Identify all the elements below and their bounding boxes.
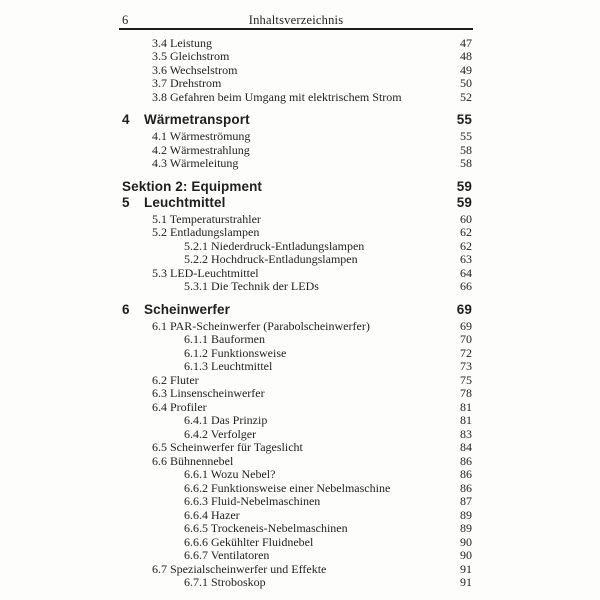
- toc-entry: [119, 374, 473, 388]
- toc-entry-label: 6.2 Fluter: [152, 372, 199, 387]
- toc-entry: [119, 91, 473, 105]
- toc-page-number: 86: [460, 453, 472, 468]
- toc-chapter-heading: [119, 195, 473, 211]
- toc-entry-label: 6.6.5 Trockeneis-Nebelmaschinen: [184, 521, 348, 535]
- toc-page-number: 84: [460, 440, 472, 454]
- toc-page-number: 60: [460, 211, 472, 226]
- toc-entry: [119, 64, 473, 78]
- toc-chapter-label: [122, 195, 225, 211]
- toc-chapter-label: [122, 302, 230, 318]
- toc-entry-label: 5.2 Entladungslampen: [152, 225, 260, 239]
- toc-entry: [119, 253, 473, 267]
- toc-entry-label: 4.1 Wärmeströmung: [152, 129, 251, 143]
- toc-chapter-heading: [119, 112, 473, 128]
- toc-page-number: 72: [460, 345, 472, 360]
- toc-chapter-title: Leuchtmittel: [144, 194, 226, 210]
- running-header: [119, 0, 473, 29]
- toc-entry: [119, 414, 473, 428]
- toc-entry: [119, 226, 473, 240]
- toc-list: [119, 37, 473, 590]
- toc-page-number: 81: [460, 413, 472, 427]
- toc-page-number: 89: [460, 507, 472, 522]
- toc-entry-label: 5.3 LED-Leuchtmittel: [152, 265, 259, 280]
- toc-entry-label: 5.2.1 Niederdruck-Entladungslampen: [184, 238, 365, 253]
- toc-entry: [119, 482, 473, 496]
- toc-entry: [119, 576, 473, 590]
- toc-entry: [119, 401, 473, 415]
- page-number: 6: [122, 13, 129, 27]
- toc-entry-label: 6.5 Scheinwerfer für Tageslicht: [152, 440, 303, 454]
- toc-entry: [119, 213, 473, 227]
- toc-entry-label: 5.1 Temperaturstrahler: [152, 211, 261, 226]
- toc-entry-label: 6.6.4 Hazer: [184, 507, 240, 522]
- running-title: Inhaltsverzeichnis: [248, 13, 344, 27]
- toc-entry: [119, 495, 473, 509]
- toc-page-number: 86: [460, 480, 472, 495]
- toc-entry: [119, 387, 473, 401]
- toc-chapter-number: 4: [122, 112, 130, 127]
- toc-page-number: 91: [460, 561, 472, 576]
- toc-page-number: 50: [460, 76, 472, 90]
- toc-chapter-title: Scheinwerfer: [144, 301, 230, 317]
- toc-entry-label: 6.4.2 Verfolger: [184, 426, 257, 441]
- toc-entry-label: 6.3 Linsenscheinwerfer: [152, 386, 265, 400]
- toc-page-number: 78: [460, 386, 472, 400]
- toc-page-number: 52: [460, 89, 472, 104]
- toc-entry-label: 6.6.6 Gekühlter Fluidnebel: [184, 534, 314, 549]
- toc-entry-label: 6.6.3 Fluid-Nebelmaschinen: [184, 494, 321, 508]
- toc-page-number: 69: [460, 318, 472, 333]
- toc-chapter-title: Wärmetransport: [144, 112, 250, 127]
- toc-entry: [119, 468, 473, 482]
- toc-part-heading: [119, 179, 473, 195]
- toc-entry: [119, 77, 473, 91]
- toc-entry: [119, 563, 473, 577]
- toc-page-number: 90: [460, 534, 472, 549]
- toc-entry-label: 6.4.1 Das Prinzip: [184, 413, 268, 427]
- header-rule: [119, 28, 473, 30]
- toc-page-number: 89: [460, 521, 472, 535]
- toc-page-number: 86: [460, 467, 472, 481]
- toc-page-number: 63: [460, 252, 472, 266]
- toc-page-number: 66: [460, 279, 472, 293]
- toc-entry-label: 6.1.1 Bauformen: [184, 332, 265, 346]
- toc-page-number: 58: [460, 156, 472, 170]
- toc-entry-label: 3.4 Leistung: [152, 35, 212, 50]
- toc-entry: [119, 333, 473, 347]
- toc-entry: [119, 320, 473, 334]
- toc-entry: [119, 280, 473, 294]
- toc-page-number: 91: [460, 575, 472, 589]
- toc-entry: [119, 347, 473, 361]
- toc-page-number: 58: [460, 142, 472, 157]
- toc-chapter-heading: [119, 302, 473, 318]
- toc-page-number: 59: [456, 178, 472, 194]
- toc-entry: [119, 240, 473, 254]
- toc-entry: [119, 157, 473, 171]
- toc-entry-label: 3.5 Gleichstrom: [152, 49, 230, 63]
- toc-page-number: 87: [460, 494, 472, 508]
- toc-entry-label: 6.1 PAR-Scheinwerfer (Parabolscheinwerfer): [152, 318, 370, 333]
- toc-entry: [119, 509, 473, 523]
- toc-page-number: 90: [460, 548, 472, 562]
- toc-entry-label: 5.3.1 Die Technik der LEDs: [184, 279, 319, 293]
- toc-part-title: Sektion 2: Equipment: [122, 178, 263, 194]
- toc-entry-label: 6.1.2 Funktionsweise: [184, 345, 287, 360]
- toc-entry: [119, 37, 473, 51]
- toc-entry-label: 4.2 Wärmestrahlung: [152, 142, 250, 157]
- toc-entry-label: 6.6.7 Ventilatoren: [184, 548, 270, 562]
- toc-entry: [119, 455, 473, 469]
- toc-entry-label: 6.6.1 Wozu Nebel?: [184, 467, 276, 481]
- toc-entry-label: 4.3 Wärmeleitung: [152, 156, 239, 170]
- toc-entry: [119, 536, 473, 550]
- toc-page-number: 70: [460, 332, 472, 346]
- toc-page-number: 62: [460, 238, 472, 253]
- toc-page-number: 55: [456, 112, 472, 127]
- toc-entry: [119, 360, 473, 374]
- toc-entry: [119, 50, 473, 64]
- toc-entry-label: 3.7 Drehstrom: [152, 76, 222, 90]
- toc-entry-label: 3.8 Gefahren beim Umgang mit elektrischem Strom: [152, 89, 402, 104]
- toc-entry: [119, 549, 473, 563]
- toc-entry: [119, 130, 473, 144]
- toc-entry-label: 6.6.2 Funktionsweise einer Nebelmaschine: [184, 480, 391, 495]
- toc-page-number: 47: [460, 35, 472, 50]
- toc-entry-label: 5.2.2 Hochdruck-Entladungslampen: [184, 252, 358, 266]
- toc-entry-label: 6.4 Profiler: [152, 399, 207, 414]
- toc-page-number: 62: [460, 225, 472, 239]
- toc-chapter-number: 6: [122, 301, 130, 317]
- toc-chapter-label: [122, 112, 250, 128]
- toc-entry-label: 6.6 Bühnennebel: [152, 453, 234, 468]
- toc-page-number: 64: [460, 265, 472, 280]
- toc-page-number: 59: [456, 194, 472, 210]
- toc-entry-label: 3.6 Wechselstrom: [152, 62, 238, 77]
- toc-page-number: 69: [456, 301, 472, 317]
- toc-page-number: 83: [460, 426, 472, 441]
- toc-chapter-number: 5: [122, 194, 130, 210]
- toc-entry: [119, 441, 473, 455]
- toc-entry-label: 6.1.3 Leuchtmittel: [184, 359, 273, 373]
- toc-entry-label: 6.7.1 Stroboskop: [184, 575, 266, 589]
- toc-entry: [119, 267, 473, 281]
- toc-entry: [119, 428, 473, 442]
- toc-page-number: 49: [460, 62, 472, 77]
- toc-entry: [119, 522, 473, 536]
- toc-page-number: 73: [460, 359, 472, 373]
- page-content: [119, 0, 473, 589]
- toc-page-number: 55: [460, 129, 472, 143]
- toc-page-number: 81: [460, 399, 472, 414]
- toc-page-number: 75: [460, 372, 472, 387]
- toc-page-number: 48: [460, 49, 472, 63]
- toc-entry: [119, 144, 473, 158]
- toc-entry-label: 6.7 Spezialscheinwerfer und Effekte: [152, 561, 327, 576]
